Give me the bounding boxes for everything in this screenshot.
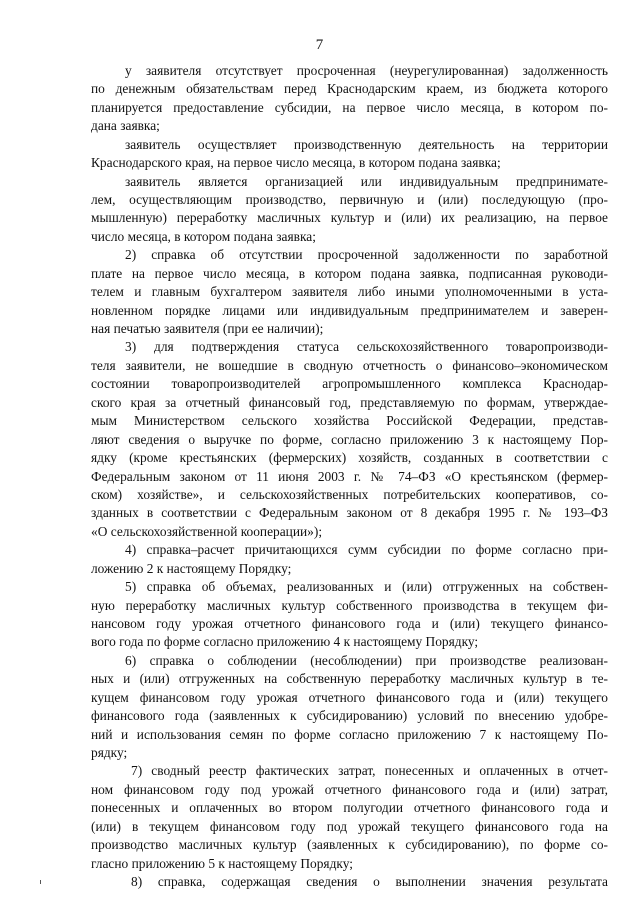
text-line: мым Министерством сельского хозяйства Российской Федерации, представ-: [91, 413, 608, 429]
scan-mark: [40, 880, 41, 884]
text-line: ную переработку масличных культур собственного производства в текущем фи-: [91, 597, 608, 613]
text-line: понесенных и оплаченных во втором полугодии отчетного финансового года и: [91, 800, 608, 816]
text-line: 8) справка, содержащая сведения о выполнении значения результата: [131, 874, 608, 889]
text-line: производство масличных культур (заявленных к субсидированию), по форме со-: [91, 837, 608, 853]
text-line: ядку (кроме крестьянских (фермерских) хозяйств, созданных в соответствии с: [91, 450, 608, 466]
text-line: ложению 2 к настоящему Порядку;: [91, 560, 292, 576]
text-line: кущем финансовом году урожая отчетного финансового года и (или) текущего: [91, 689, 608, 705]
text-line: ний и использования семян по форме согласно приложению 7 к настоящему По-: [91, 726, 608, 742]
text-line: зданных в соответствии с Федеральным законом от 8 декабря 1995 г. № 193–ФЗ: [91, 505, 608, 521]
text-line: по денежным обязательствам перед Краснодарским краем, из бюджета которого: [91, 81, 608, 97]
text-line: дана заявка;: [91, 118, 160, 134]
text-line: 4) справка–расчет причитающихся сумм субсидии по форме согласно при-: [125, 542, 608, 558]
text-line: теля заявители, не вошедшие в сводную отчетность о финансово–экономическом: [91, 357, 608, 373]
text-line: Краснодарского края, на первое число месяца, в котором подана заявка;: [91, 155, 501, 171]
text-line: 2) справка об отсутствии просроченной задолженности по заработной: [125, 247, 608, 263]
text-line: 7) сводный реестр фактических затрат, понесенных и оплаченных в отчет-: [131, 763, 608, 779]
page-number: 7: [315, 37, 324, 53]
text-line: планируется предоставление субсидии, на первое число месяца, в котором по-: [91, 99, 608, 115]
text-line: ском) хозяйстве», и сельскохозяйственных потребительских кооперативов, со-: [91, 486, 608, 502]
text-line: у заявителя отсутствует просроченная (неурегулированная) задолженность: [125, 63, 608, 78]
text-line: заявитель осуществляет производственную деятельность на территории: [125, 136, 608, 152]
text-line: мышленную) переработку масличных культур и (или) их реализацию, на первое: [91, 210, 608, 226]
text-line: ных и (или) отгруженных на собственную переработку масличных культур в те-: [91, 671, 608, 687]
text-line: плате на первое число месяца, в котором подана заявка, подписанная руководи-: [91, 265, 608, 281]
text-line: заявитель является организацией или индивидуальным предпринимате-: [125, 173, 608, 189]
text-line: состоянии товаропроизводителей агропромышленного комплекса Краснодар-: [91, 376, 608, 392]
text-line: телем и главным бухгалтером заявителя либо иными уполномоченными в уста-: [91, 284, 608, 300]
text-line: ном финансовом году под урожай отчетного финансового года и (или) затрат,: [91, 781, 608, 797]
text-line: «О сельскохозяйственной кооперации»);: [91, 523, 323, 539]
text-line: финансового года (заявленных к субсидированию) условий по внесению удобре-: [91, 708, 608, 724]
text-line: 3) для подтверждения статуса сельскохозяйственного товаропроизводи-: [125, 339, 608, 355]
text-line: нансовом году урожая отчетного финансового года и (или) текущего финансо-: [91, 615, 608, 631]
text-line: (или) в текущем финансовом году под урожай текущего финансового года на: [91, 818, 608, 834]
text-line: ского края за отчетный финансовый год, представляемую по формам, утверждае-: [91, 394, 608, 410]
text-line: новленном порядке лицами или индивидуальным предпринимателем и заверен-: [91, 302, 608, 318]
text-line: вого года по форме согласно приложению 4 к настоящему Порядку;: [91, 634, 479, 650]
text-line: ная печатью заявителя (при ее наличии);: [91, 321, 324, 337]
text-line: Федеральным законом от 11 июня 2003 г. № 74–ФЗ «О крестьянском (фермер-: [91, 468, 608, 484]
text-line: число месяца, в котором подана заявка;: [91, 228, 316, 244]
text-line: 5) справка об объемах, реализованных и (или) отгруженных на собствен-: [125, 579, 608, 595]
text-line: гласно приложению 5 к настоящему Порядку;: [91, 855, 353, 871]
text-line: 6) справка о соблюдении (несоблюдении) при производстве реализован-: [125, 652, 608, 668]
text-line: лем, осуществляющим производство, первичную и (или) последующую (про-: [91, 192, 608, 208]
text-line: ляют сведения о выручке по форме, согласно приложению 3 к настоящему Пор-: [91, 431, 608, 447]
text-line: рядку;: [91, 744, 128, 760]
